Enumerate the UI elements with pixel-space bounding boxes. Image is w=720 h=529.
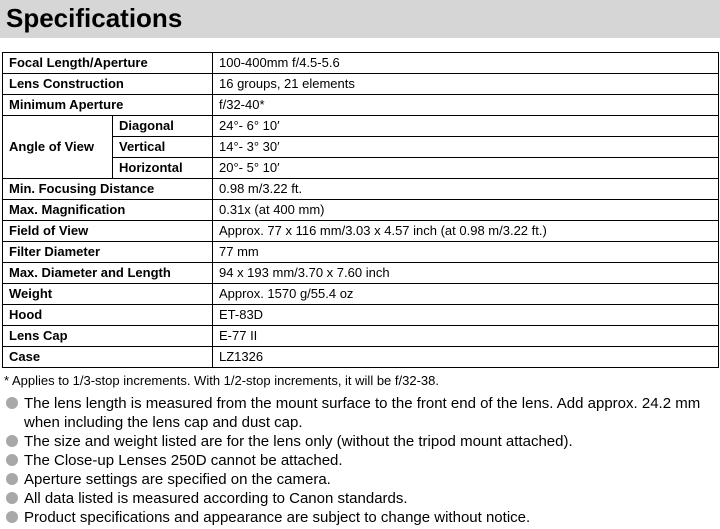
row-value: Approx. 77 x 116 mm/3.03 x 4.57 inch (at 0.98 m/3.22 ft.): [213, 221, 719, 242]
angle-of-view-label: Angle of View: [3, 116, 113, 179]
row-value: f/32-40*: [213, 95, 719, 116]
row-value: E-77 II: [213, 326, 719, 347]
list-item: [4, 432, 718, 451]
row-value: LZ1326: [213, 347, 719, 368]
bullet-icon: [6, 511, 18, 523]
table-row: [3, 95, 719, 116]
row-value: 94 x 193 mm/3.70 x 7.60 inch: [213, 263, 719, 284]
row-label: Lens Construction: [3, 74, 213, 95]
row-label: Lens Cap: [3, 326, 213, 347]
row-value: Approx. 1570 g/55.4 oz: [213, 284, 719, 305]
bullet-icon: [6, 397, 18, 409]
note-text: All data listed is measured according to Canon standards.: [24, 490, 408, 507]
row-value: 24°- 6° 10′: [213, 116, 719, 137]
row-value: ET-83D: [213, 305, 719, 326]
sub-label: Diagonal: [113, 116, 213, 137]
table-row: [3, 179, 719, 200]
sub-label: Horizontal: [113, 158, 213, 179]
row-value: 100-400mm f/4.5-5.6: [213, 53, 719, 74]
note-text: The size and weight listed are for the lens only (without the tripod mount attached).: [24, 433, 573, 450]
table-row: [3, 305, 719, 326]
row-label: Field of View: [3, 221, 213, 242]
bullet-icon: [6, 492, 18, 504]
row-label: Hood: [3, 305, 213, 326]
list-item: [4, 394, 718, 432]
table-row: [3, 326, 719, 347]
row-value: 14°- 3° 30′: [213, 137, 719, 158]
bullet-icon: [6, 473, 18, 485]
note-text: Product specifications and appearance are subject to change without notice.: [24, 509, 531, 526]
note-text: Aperture settings are specified on the camera.: [24, 471, 331, 488]
row-value: 0.31x (at 400 mm): [213, 200, 719, 221]
page-title: Specifications: [6, 3, 183, 33]
sub-label: Vertical: [113, 137, 213, 158]
bullet-icon: [6, 454, 18, 466]
row-value: 77 mm: [213, 242, 719, 263]
list-item: [4, 470, 718, 489]
row-value: 16 groups, 21 elements: [213, 74, 719, 95]
row-value: 20°- 5° 10′: [213, 158, 719, 179]
row-value: 0.98 m/3.22 ft.: [213, 179, 719, 200]
row-label: Case: [3, 347, 213, 368]
list-item: [4, 489, 718, 508]
list-item: [4, 508, 718, 527]
row-label: Weight: [3, 284, 213, 305]
note-text: The lens length is measured from the mount surface to the front end of the lens. Add approx. 24.2 mm when including the lens cap and dust cap.: [24, 395, 701, 431]
table-row: [3, 347, 719, 368]
row-label: Min. Focusing Distance: [3, 179, 213, 200]
table-row: [3, 242, 719, 263]
row-label: Minimum Aperture: [3, 95, 213, 116]
list-item: [4, 451, 718, 470]
table-row: [3, 74, 719, 95]
table-row: [3, 221, 719, 242]
table-row: [3, 116, 719, 137]
table-row: [3, 200, 719, 221]
spec-table: [2, 52, 719, 368]
row-label: Filter Diameter: [3, 242, 213, 263]
note-text: The Close-up Lenses 250D cannot be attached.: [24, 452, 343, 469]
row-label: Focal Length/Aperture: [3, 53, 213, 74]
row-label: Max. Diameter and Length: [3, 263, 213, 284]
row-label: Max. Magnification: [3, 200, 213, 221]
table-row: [3, 263, 719, 284]
footnote: * Applies to 1/3-stop increments. With 1/2-stop increments, it will be f/32-38.: [4, 373, 439, 388]
bullet-icon: [6, 435, 18, 447]
table-row: [3, 284, 719, 305]
table-row: [3, 53, 719, 74]
notes-list: [4, 394, 718, 527]
title-bar: [0, 0, 720, 38]
